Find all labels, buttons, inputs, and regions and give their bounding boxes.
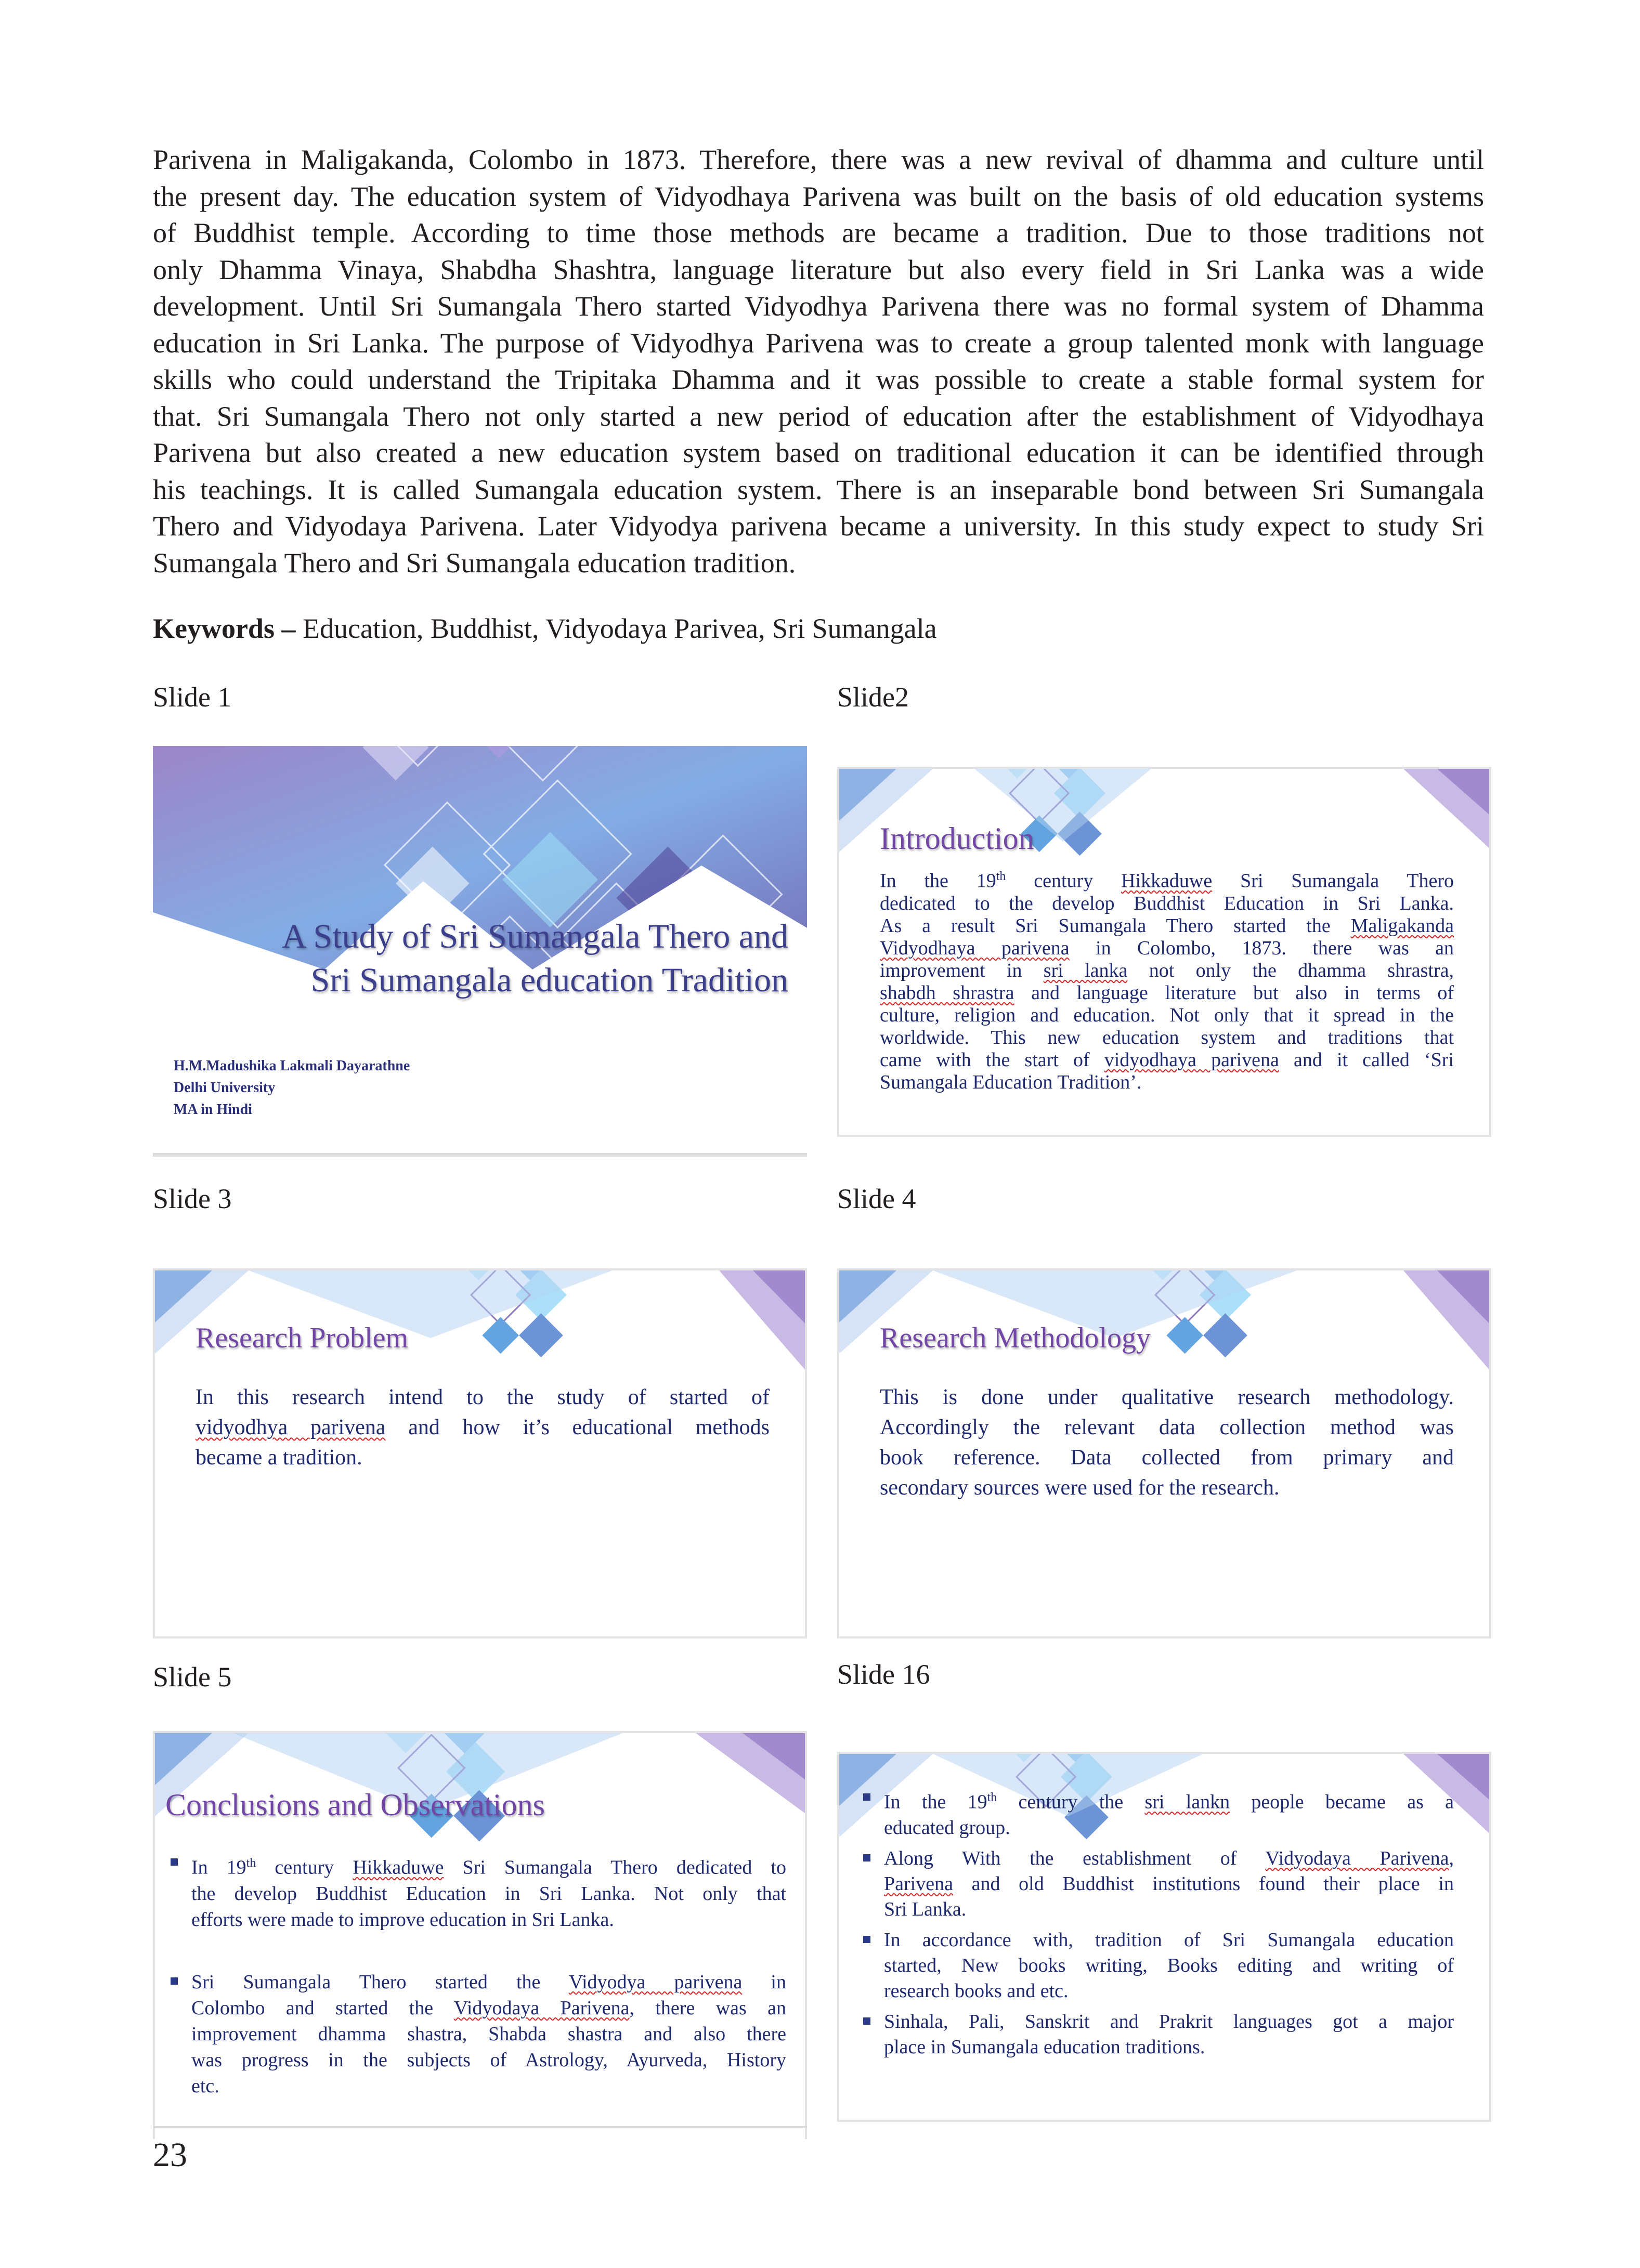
slide-line: improvement in sri lanka not only the dhamma shrastra, xyxy=(880,959,1454,981)
slide-4 xyxy=(837,1268,1491,1638)
slide-line: worldwide. This new education system and traditions that xyxy=(880,1026,1454,1048)
abstract-line: Parivena in Maligakanda, Colombo in 1873. Therefore, there was a new revival of dhamma and culture until xyxy=(153,144,1484,175)
bullet-icon xyxy=(863,2017,870,2025)
bullet-icon xyxy=(171,1858,178,1866)
slide-bullets xyxy=(860,1785,1454,2060)
abstract-paragraph xyxy=(153,141,1484,581)
slide-line: Sri Sumangala Thero started the Vidyodya parivena in xyxy=(191,1971,786,1993)
slide-16 xyxy=(837,1752,1491,2122)
slide-line: vidyodhya parivena and how it’s educational methods xyxy=(196,1415,770,1439)
slide-line: the develop Buddhist Education in Sri Lanka. Not only that xyxy=(191,1882,786,1905)
slide-line: This is done under qualitative research methodology. xyxy=(880,1385,1454,1409)
slide-title: Research Problem xyxy=(196,1322,408,1354)
slide-4-label: Slide 4 xyxy=(837,1183,916,1214)
bullet-item xyxy=(860,1928,1454,2004)
slide-title: Research Methodology xyxy=(880,1322,1151,1354)
footer-divider xyxy=(153,2126,807,2128)
author-university: Delhi University xyxy=(174,1080,276,1096)
slide-2-label: Slide2 xyxy=(837,681,909,713)
slide-line: Colombo and started the Vidyodaya Parivena, there was an xyxy=(191,1997,786,2019)
slide-line: was progress in the subjects of Astrology, Ayurveda, History xyxy=(191,2049,786,2071)
bullet-icon xyxy=(171,1977,178,1985)
slide-line: Sumangala Education Tradition’. xyxy=(880,1071,1142,1093)
slide-16-label: Slide 16 xyxy=(837,1659,930,1690)
slide-bullets xyxy=(167,1850,786,2099)
abstract-line: skills who could understand the Tripitaka Dhamma and it was possible to create a stable formal system for xyxy=(153,364,1484,395)
title-line: Sri Sumangala education Tradition xyxy=(310,961,788,999)
bullet-icon xyxy=(863,1936,870,1943)
slide-line: efforts were made to improve education in Sri Lanka. xyxy=(191,1908,614,1931)
abstract-line: Sumangala Thero and Sri Sumangala education tradition. xyxy=(153,547,796,579)
abstract-line: that. Sri Sumangala Thero not only started a new period of education after the establishment of Vidyodhaya xyxy=(153,400,1484,432)
slide-line: etc. xyxy=(191,2075,219,2097)
bullet-item xyxy=(860,1785,1454,1841)
abstract-line: Thero and Vidyodaya Parivena. Later Vidyodya parivena became a university. In this study expect to study Sri xyxy=(153,510,1484,542)
abstract-line: development. Until Sri Sumangala Thero started Vidyodhya Parivena there was no formal system of Dhamma xyxy=(153,291,1484,322)
title-line: A Study of Sri Sumangala Thero and xyxy=(281,917,788,955)
keywords xyxy=(153,612,937,645)
slide-1-label: Slide 1 xyxy=(153,681,232,713)
slide-line: shabdh shrastra and language literature but also in terms of xyxy=(880,981,1454,1004)
slide-line: book reference. Data collected from primary and xyxy=(880,1446,1454,1470)
bullet-item xyxy=(167,1850,786,1933)
slide-line: In 19th century Hikkaduwe Sri Sumangala Thero dedicated to xyxy=(191,1856,786,1879)
slide-1 xyxy=(153,746,807,1157)
bullet-item xyxy=(167,1969,786,2099)
bullet-item xyxy=(860,2009,1454,2060)
slide-line: started, New books writing, Books editing and writing of xyxy=(884,1954,1454,1976)
slide-body xyxy=(880,1382,1454,1503)
slide-line: In the 19th century the sri lankn people became as a xyxy=(884,1791,1454,1813)
slide-5-label: Slide 5 xyxy=(153,1661,232,1693)
slide-title: Conclusions and Observations xyxy=(165,1788,545,1822)
abstract-line: only Dhamma Vinaya, Shabdha Shashtra, language literature but also every field in Sri Lanka was a wide xyxy=(153,254,1484,285)
slide-line: educated group. xyxy=(884,1816,1010,1839)
abstract-line: Parivena but also created a new education system based on traditional education it can be identified through xyxy=(153,437,1484,468)
bullet-icon xyxy=(863,1854,870,1861)
slide-line: improvement dhamma shastra, Shabda shastra and also there xyxy=(191,2023,786,2045)
slide-body xyxy=(880,866,1454,1094)
abstract-line: his teachings. It is called Sumangala education system. There is an inseparable bond between Sri Sumangala xyxy=(153,474,1484,505)
slide-5 xyxy=(153,1731,807,2139)
keywords-text: Education, Buddhist, Vidyodaya Parivea, Sri Sumangala xyxy=(295,613,937,644)
author-degree: MA in Hindi xyxy=(174,1102,252,1118)
abstract-line: education in Sri Lanka. The purpose of Vidyodhya Parivena was to create a group talented monk with language xyxy=(153,327,1484,359)
bullet-icon xyxy=(863,1793,870,1801)
slide-line: In the 19th century Hikkaduwe Sri Sumangala Thero xyxy=(880,870,1454,892)
slide-line: dedicated to the develop Buddhist Education in Sri Lanka. xyxy=(880,892,1454,914)
slide-line: became a tradition. xyxy=(196,1446,362,1470)
slide-line: came with the start of vidyodhaya parivena and it called ‘Sri xyxy=(880,1048,1454,1071)
slide-2 xyxy=(837,767,1491,1137)
slide-line: research books and etc. xyxy=(884,1979,1069,2002)
slide-3 xyxy=(153,1268,807,1638)
slide-line: In accordance with, tradition of Sri Sumangala education xyxy=(884,1929,1454,1951)
slide-line: Vidyodhaya parivena in Colombo, 1873. there was an xyxy=(880,937,1454,959)
slide-line: secondary sources were used for the research. xyxy=(880,1476,1280,1500)
slide-line: Parivena and old Buddhist institutions found their place in xyxy=(884,1872,1454,1895)
abstract-line: of Buddhist temple. According to time those methods are became a tradition. Due to those traditions not xyxy=(153,217,1484,248)
slide-line: Sri Lanka. xyxy=(884,1898,967,1920)
slide-line: Accordingly the relevant data collection method was xyxy=(880,1415,1454,1439)
slide-line: place in Sumangala education traditions. xyxy=(884,2036,1205,2058)
page-number: 23 xyxy=(153,2136,187,2174)
author-name: H.M.Madushika Lakmali Dayarathne xyxy=(174,1058,410,1074)
slide-line: In this research intend to the study of started of xyxy=(196,1385,770,1409)
slide-line: culture, religion and education. Not only that it spread in the xyxy=(880,1004,1454,1026)
bullet-item xyxy=(860,1846,1454,1922)
slide-title: Introduction xyxy=(880,821,1034,856)
abstract-line: the present day. The education system of Vidyodhaya Parivena was built on the basis of old education systems xyxy=(153,180,1484,212)
slide-line: Sinhala, Pali, Sanskrit and Prakrit languages got a major xyxy=(884,2010,1454,2033)
slide-line: Along With the establishment of Vidyodaya Parivena, xyxy=(884,1847,1454,1869)
slide-line: As a result Sri Sumangala Thero started the Maligakanda xyxy=(880,914,1454,937)
keywords-label: Keywords – xyxy=(153,613,296,644)
slide-3-label: Slide 3 xyxy=(153,1183,232,1214)
presentation-title xyxy=(164,915,788,1002)
slide-body xyxy=(196,1382,770,1473)
author-block xyxy=(174,1055,410,1121)
